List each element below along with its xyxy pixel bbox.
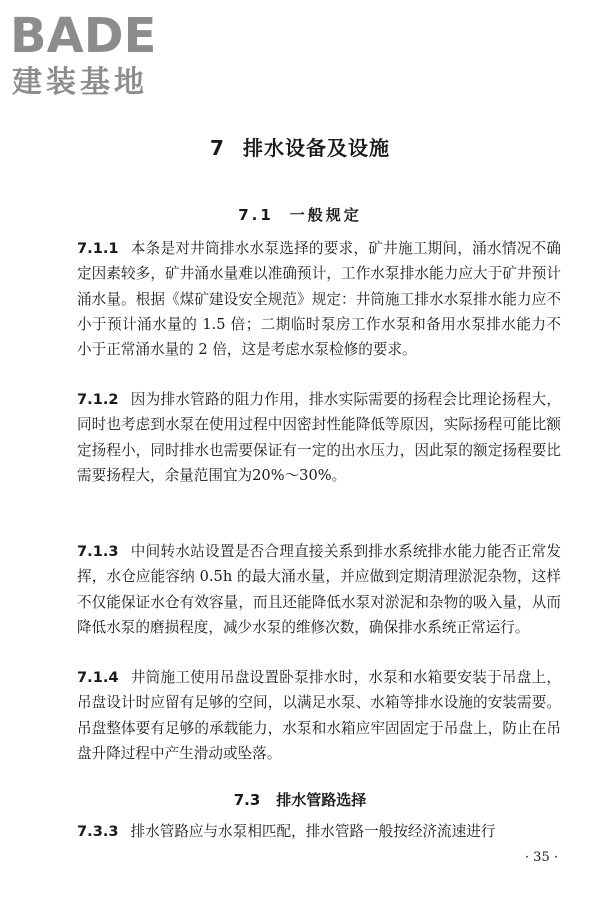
clause-text: 中间转水站设置是否合理直接关系到排水系统排水能力能否正常发挥，水仓应能容纳 0.5h 的最大涌水量，并应做到定期清理淤泥杂物，这样不仅能保证水仓有效容量，而且还能降低水泵对淤泥和杂物的吸入量，从而降低水泵的磨损程度，减少水泵的维修次数，确保排水系统正常运行。 xyxy=(77,543,561,636)
clause-number: 7.1.3 xyxy=(77,543,119,560)
clause-7-1-4 xyxy=(77,665,561,766)
clause-number: 7.1.1 xyxy=(77,240,119,257)
clause-text: 排水管路应与水泵相匹配，排水管路一般按经济流速进行 xyxy=(130,823,496,840)
clause-text: 因为排水管路的阻力作用，排水实际需要的扬程会比理论扬程大，同时也考虑到水泵在使用过程中因密封性能降低等原因，实际扬程可能比额定扬程小，同时排水也需要保证有一定的出水压力，因此泵的额定扬程要比需要扬程大，余量范围宜为20%～30%。 xyxy=(77,391,561,484)
clause-text: 井筒施工使用吊盘设置卧泵排水时，水泵和水箱要安装于吊盘上，吊盘设计时应留有足够的空间，以满足水泵、水箱等排水设施的安装需要。吊盘整体要有足够的承载能力，水泵和水箱应牢固固定于吊盘上，防止在吊盘升降过程中产生滑动或坠落。 xyxy=(77,669,561,762)
logo-brand: BADE xyxy=(10,8,157,64)
clause-7-1-3 xyxy=(77,539,561,640)
logo xyxy=(8,6,183,98)
section-number: 7.1 xyxy=(238,206,274,224)
clause-7-1-1 xyxy=(77,236,561,362)
section-title-7-1 xyxy=(0,204,600,225)
clause-7-3-3 xyxy=(77,819,561,844)
chapter-title-text: 排水设备及设施 xyxy=(242,136,390,160)
section-title-text: 一般规定 xyxy=(289,206,362,224)
clause-7-1-2 xyxy=(77,387,561,488)
clause-number: 7.1.2 xyxy=(77,391,119,408)
page-number: · 35 · xyxy=(524,850,558,865)
chapter-number: 7 xyxy=(210,136,225,160)
clause-number: 7.3.3 xyxy=(77,823,119,840)
bade-logo-graphic xyxy=(8,6,183,98)
chapter-title xyxy=(0,132,600,161)
logo-subtitle: 建装基地 xyxy=(12,65,148,98)
clause-line xyxy=(77,819,561,844)
section-title-7-3 xyxy=(0,789,600,810)
section-title-text: 排水管路选择 xyxy=(276,791,367,809)
clause-number: 7.1.4 xyxy=(77,669,119,686)
clause-text: 本条是对井筒排水水泵选择的要求，矿井施工期间，涌水情况不确定因素较多，矿井涌水量难以准确预计，工作水泵排水能力应大于矿井预计涌水量。根据《煤矿建设安全规范》规定：井筒施工排水水泵排水能力应不小于预计涌水量的 1.5 倍；二期临时泵房工作水泵和备用水泵排水能力不小于正常涌水量的 2 倍，这是考虑水泵检修的要求。 xyxy=(77,240,561,359)
section-number: 7.3 xyxy=(233,791,261,809)
